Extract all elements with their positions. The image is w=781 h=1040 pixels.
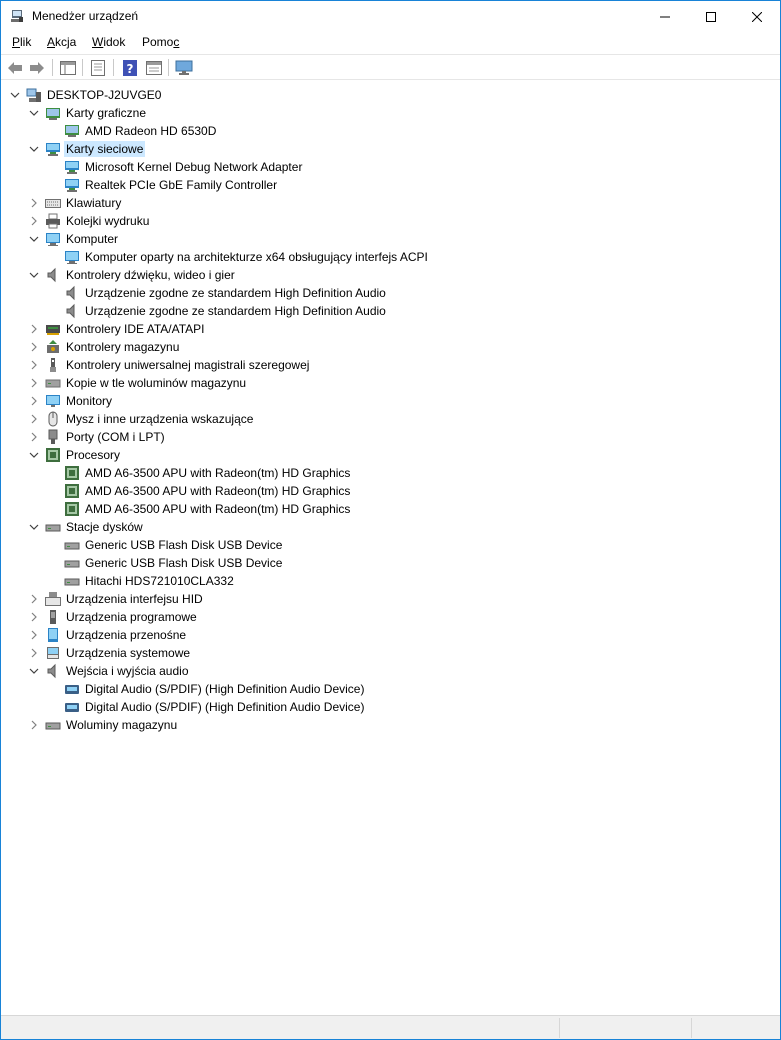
- chevron-right-icon[interactable]: [28, 215, 40, 227]
- tree-device-item[interactable]: Generic USB Flash Disk USB Device: [85, 538, 283, 552]
- ide-controller-icon: [45, 321, 61, 337]
- tree-category[interactable]: Monitory: [66, 394, 113, 408]
- child-speaker-icon: [64, 285, 80, 301]
- chevron-right-icon[interactable]: [28, 719, 40, 731]
- toolbar-separator: [82, 59, 83, 76]
- chevron-down-icon[interactable]: [9, 89, 21, 101]
- chevron-right-icon[interactable]: [28, 359, 40, 371]
- monitor-scan-icon: [175, 60, 193, 76]
- toolbar-separator: [113, 59, 114, 76]
- chevron-down-icon[interactable]: [28, 269, 40, 281]
- child-network-icon: [64, 177, 80, 193]
- computer-icon: [45, 231, 61, 247]
- volume-icon: [45, 717, 61, 733]
- hid-icon: [45, 591, 61, 607]
- tree-category[interactable]: Urządzenia przenośne: [66, 628, 187, 642]
- keyboard-icon: [45, 195, 61, 211]
- tree-category[interactable]: Wejścia i wyjścia audio: [66, 664, 189, 678]
- chevron-right-icon[interactable]: [28, 323, 40, 335]
- tree-category[interactable]: Woluminy magazynu: [66, 718, 178, 732]
- computer-root-icon: [26, 87, 42, 103]
- tree-category[interactable]: Kontrolery dźwięku, wideo i gier: [66, 268, 235, 282]
- view-pane-icon: [146, 61, 162, 75]
- tree-device-item[interactable]: Digital Audio (S/PDIF) (High Definition Audio Device): [85, 682, 365, 696]
- port-icon: [45, 429, 61, 445]
- chevron-down-icon[interactable]: [28, 233, 40, 245]
- tree-category[interactable]: Porty (COM i LPT): [66, 430, 165, 444]
- usb-icon: [45, 357, 61, 373]
- toolbar: [1, 54, 780, 80]
- tree-device-item[interactable]: Microsoft Kernel Debug Network Adapter: [85, 160, 303, 174]
- child-processor-icon: [64, 501, 80, 517]
- minimize-icon: [660, 12, 670, 22]
- tree-device-item[interactable]: Generic USB Flash Disk USB Device: [85, 556, 283, 570]
- window-title: Menedżer urządzeń: [32, 9, 139, 23]
- processor-icon: [45, 447, 61, 463]
- drive-icon: [45, 375, 61, 391]
- help-button[interactable]: [120, 58, 140, 77]
- chevron-right-icon[interactable]: [28, 377, 40, 389]
- maximize-button[interactable]: [688, 1, 734, 32]
- tree-category[interactable]: Komputer: [66, 232, 119, 246]
- close-icon: [752, 12, 762, 22]
- tree-device-item[interactable]: Urządzenie zgodne ze standardem High Definition Audio: [85, 304, 386, 318]
- network-adapter-icon: [45, 141, 61, 157]
- menu-file[interactable]: Plik: [12, 35, 32, 49]
- chevron-right-icon[interactable]: [28, 395, 40, 407]
- minimize-button[interactable]: [642, 1, 688, 32]
- scan-hardware-button[interactable]: [174, 58, 194, 77]
- audio-io-icon: [45, 663, 61, 679]
- document-icon: [91, 60, 105, 76]
- storage-controller-icon: [45, 339, 61, 355]
- mouse-icon: [45, 411, 61, 427]
- back-icon: [7, 61, 23, 75]
- child-computer-icon: [64, 249, 80, 265]
- tree-category[interactable]: Urządzenia programowe: [66, 610, 197, 624]
- status-bar: [1, 1015, 780, 1039]
- portable-device-icon: [45, 627, 61, 643]
- tree-category[interactable]: Kolejki wydruku: [66, 214, 150, 228]
- chevron-down-icon[interactable]: [28, 107, 40, 119]
- tree-category[interactable]: Karty sieciowe: [66, 142, 144, 156]
- back-button[interactable]: [5, 58, 25, 77]
- chevron-right-icon[interactable]: [28, 431, 40, 443]
- tree-category[interactable]: Urządzenia interfejsu HID: [66, 592, 203, 606]
- chevron-right-icon[interactable]: [28, 647, 40, 659]
- chevron-right-icon[interactable]: [28, 341, 40, 353]
- disk-drive-icon: [45, 519, 61, 535]
- view-button[interactable]: [144, 58, 164, 77]
- tree-category[interactable]: Urządzenia systemowe: [66, 646, 191, 660]
- toolbar-separator: [52, 59, 53, 76]
- tree-category[interactable]: Klawiatury: [66, 196, 122, 210]
- system-device-icon: [45, 645, 61, 661]
- speaker-icon: [45, 267, 61, 283]
- child-disk-icon: [64, 537, 80, 553]
- chevron-right-icon[interactable]: [28, 413, 40, 425]
- chevron-right-icon[interactable]: [28, 611, 40, 623]
- status-cell: [559, 1018, 691, 1038]
- display-adapter-icon: [45, 105, 61, 121]
- tree-category[interactable]: Kontrolery IDE ATA/ATAPI: [66, 322, 205, 336]
- properties-button[interactable]: [88, 58, 108, 77]
- menu-view[interactable]: Widok: [92, 35, 126, 49]
- device-manager-app-icon: [10, 9, 24, 23]
- forward-icon: [29, 61, 45, 75]
- tree-device-item[interactable]: AMD A6-3500 APU with Radeon(tm) HD Graphics: [85, 484, 351, 498]
- child-processor-icon: [64, 465, 80, 481]
- chevron-down-icon[interactable]: [28, 521, 40, 533]
- child-display-icon: [64, 123, 80, 139]
- child-speaker-icon: [64, 303, 80, 319]
- monitor-icon: [45, 393, 61, 409]
- child-audio-io-icon: [64, 681, 80, 697]
- tree-category[interactable]: Mysz i inne urządzenia wskazujące: [66, 412, 254, 426]
- software-device-icon: [45, 609, 61, 625]
- child-audio-io-icon: [64, 699, 80, 715]
- menu-help[interactable]: Pomoc: [142, 35, 180, 49]
- title-bar[interactable]: [1, 1, 780, 32]
- child-disk-icon: [64, 555, 80, 571]
- close-button[interactable]: [734, 1, 780, 32]
- tree-category[interactable]: Kopie w tle woluminów magazynu: [66, 376, 247, 390]
- tree-device-item[interactable]: AMD Radeon HD 6530D: [85, 124, 217, 138]
- tree-device-item[interactable]: AMD A6-3500 APU with Radeon(tm) HD Graphics: [85, 466, 351, 480]
- device-tree[interactable]: [1, 81, 780, 1015]
- tree-category[interactable]: Procesory: [66, 448, 121, 462]
- tree-device-item[interactable]: Urządzenie zgodne ze standardem High Definition Audio: [85, 286, 386, 300]
- tree-category[interactable]: Kontrolery magazynu: [66, 340, 180, 354]
- tree-category[interactable]: Stacje dysków: [66, 520, 143, 534]
- chevron-down-icon[interactable]: [28, 665, 40, 677]
- tree-category[interactable]: Kontrolery uniwersalnej magistrali szeregowej: [66, 358, 310, 372]
- child-disk-icon: [64, 573, 80, 589]
- chevron-right-icon[interactable]: [28, 629, 40, 641]
- tree-root-computer[interactable]: DESKTOP-J2UVGE0: [47, 88, 162, 102]
- toolbar-separator: [168, 59, 169, 76]
- chevron-down-icon[interactable]: [28, 449, 40, 461]
- chevron-right-icon[interactable]: [28, 197, 40, 209]
- tree-device-item[interactable]: Realtek PCIe GbE Family Controller: [85, 178, 278, 192]
- properties-pane-icon: [60, 61, 76, 75]
- show-hide-console-tree-button[interactable]: [58, 58, 78, 77]
- tree-category[interactable]: Karty graficzne: [66, 106, 147, 120]
- child-processor-icon: [64, 483, 80, 499]
- menu-action[interactable]: Akcja: [47, 35, 77, 49]
- printer-icon: [45, 213, 61, 229]
- help-icon: [123, 60, 137, 76]
- forward-button[interactable]: [27, 58, 47, 77]
- child-network-icon: [64, 159, 80, 175]
- svg-text:?: ?: [126, 61, 134, 76]
- tree-device-item[interactable]: Komputer oparty na architekturze x64 obsługujący interfejs ACPI: [85, 250, 428, 264]
- maximize-icon: [706, 12, 716, 22]
- chevron-right-icon[interactable]: [28, 593, 40, 605]
- status-cell: [691, 1018, 779, 1038]
- tree-device-item[interactable]: Hitachi HDS721010CLA332: [85, 574, 234, 588]
- tree-device-item[interactable]: AMD A6-3500 APU with Radeon(tm) HD Graphics: [85, 502, 351, 516]
- menu-bar: [1, 32, 780, 54]
- chevron-down-icon[interactable]: [28, 143, 40, 155]
- tree-device-item[interactable]: Digital Audio (S/PDIF) (High Definition Audio Device): [85, 700, 365, 714]
